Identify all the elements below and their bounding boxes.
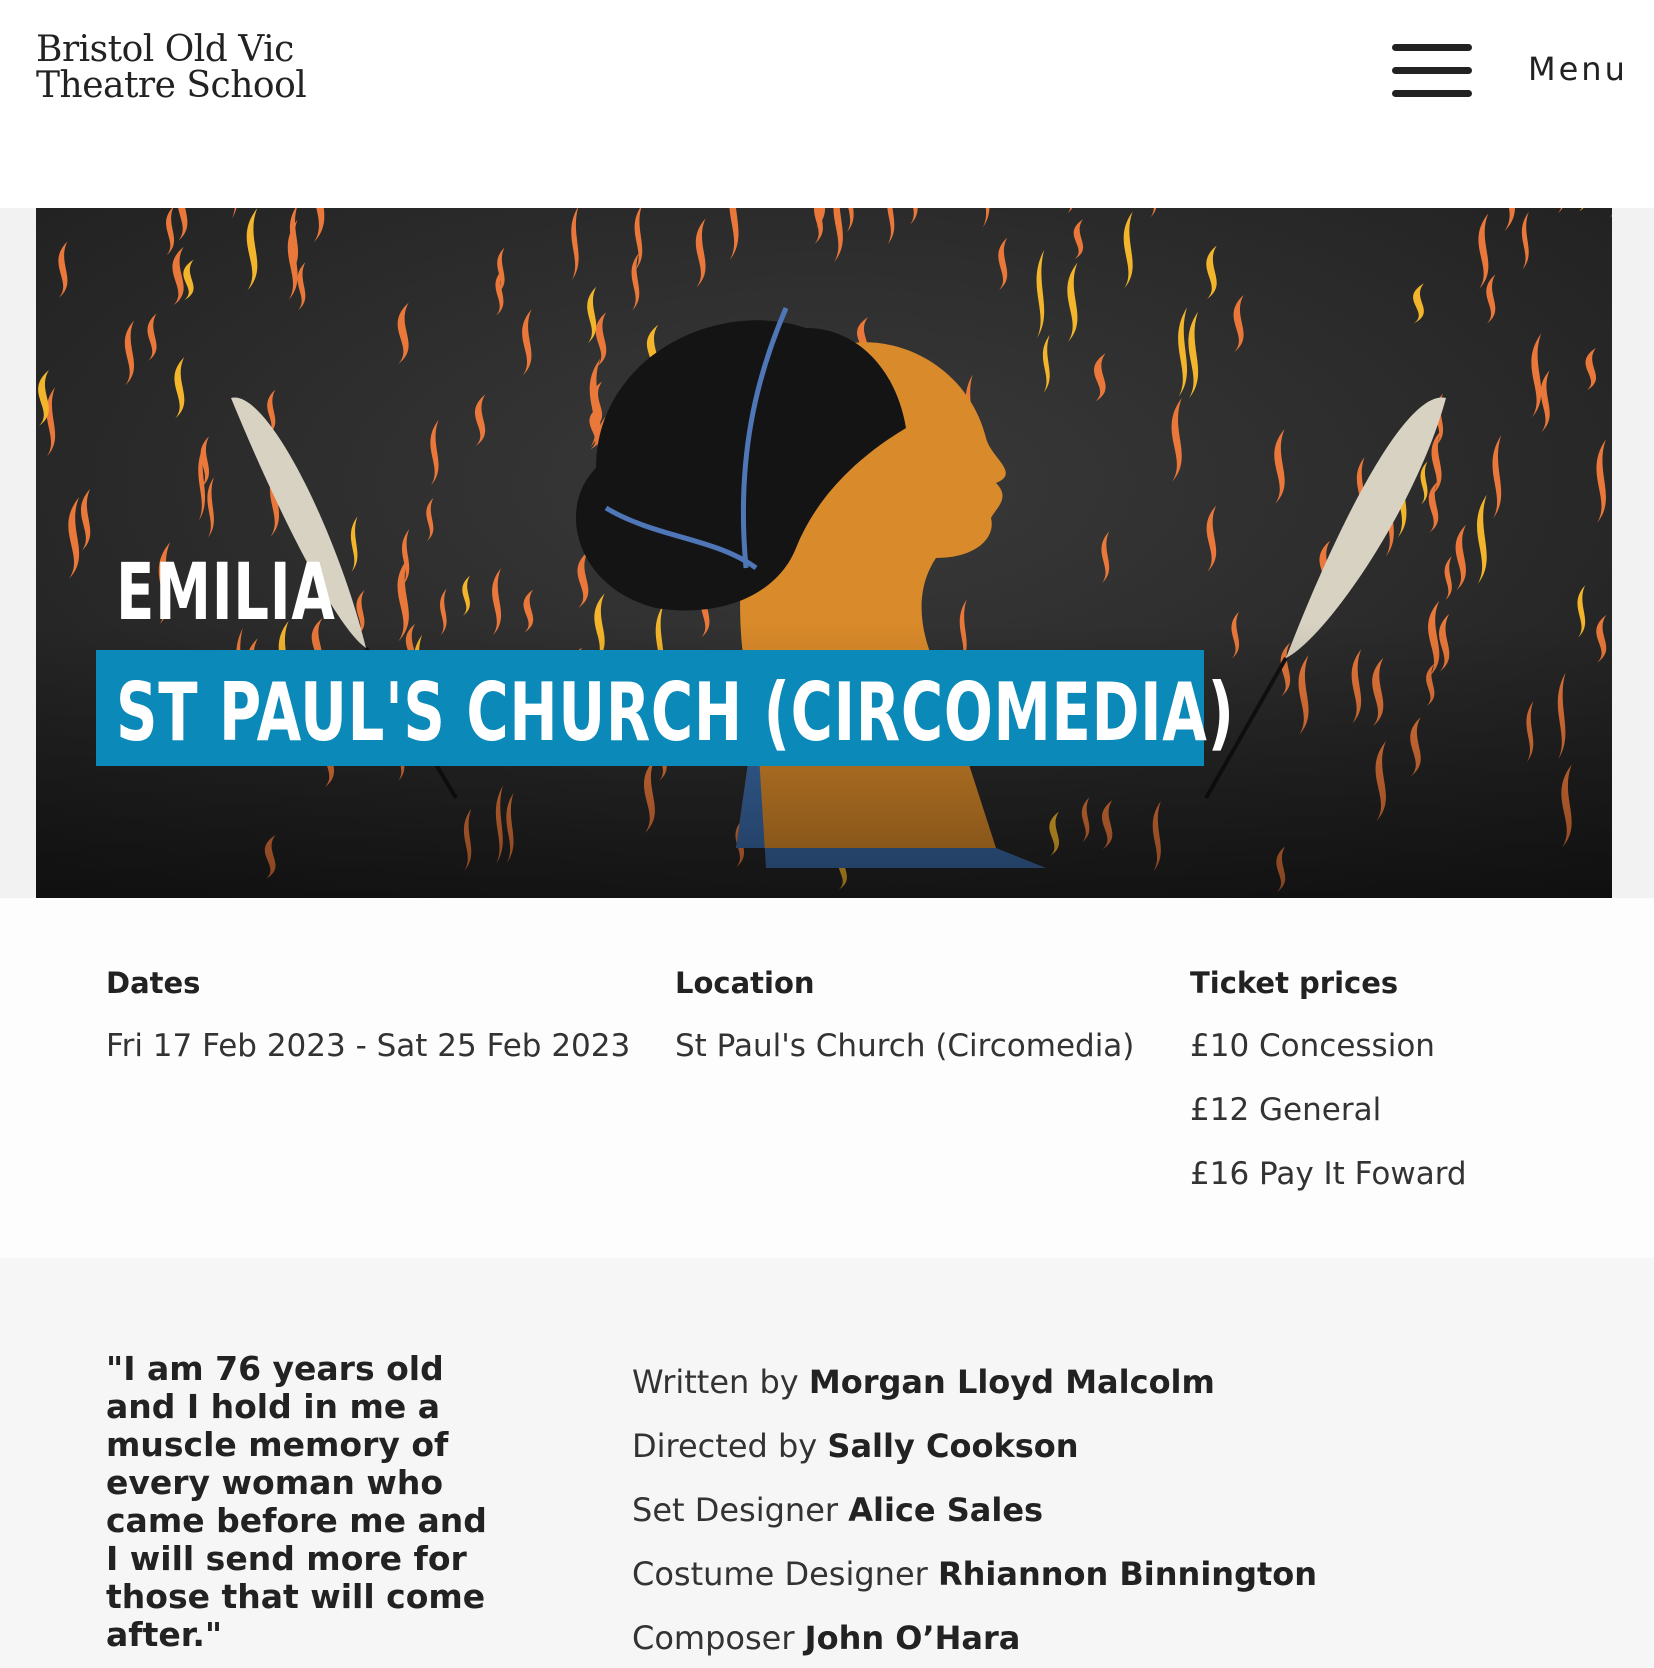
dates-block [106,966,630,1078]
credit-role: Set Designer [632,1491,839,1529]
hero-section [0,208,1654,898]
credit-name: Alice Sales [848,1491,1044,1529]
site-logo[interactable] [36,29,307,106]
credit-role: Composer [632,1619,795,1657]
venue-banner-text: ST PAUL'S CHURCH (CIRCOMEDIA) [116,666,1235,759]
credit-name: Sally Cookson [827,1427,1079,1465]
credit-role: Directed by [632,1427,818,1465]
credit-role: Written by [632,1363,799,1401]
ticket-prices-heading: Ticket prices [1190,966,1399,1000]
credit-list [632,1350,1317,1668]
ticket-price: £12 General [1190,1092,1382,1128]
event-title: EMILIA [116,548,336,638]
credit-role: Costume Designer [632,1555,928,1593]
credit-row [632,1414,1317,1478]
location-heading: Location [675,966,815,1000]
dates-heading: Dates [106,966,201,1000]
hero-image [36,208,1612,898]
location-block [675,966,1134,1078]
credit-name: Morgan Lloyd Malcolm [808,1363,1215,1401]
credits-section [0,1258,1654,1668]
venue-banner [96,650,1235,766]
credit-name: John O’Hara [804,1619,1021,1657]
location-value: St Paul's Church (Circomedia) [675,1028,1135,1064]
logo-line-2: Theatre School [36,65,307,106]
credit-name: Rhiannon Binnington [937,1555,1318,1593]
logo-line-1: Bristol Old Vic [36,29,294,70]
credit-row [632,1350,1317,1414]
hamburger-menu-icon[interactable] [1392,44,1472,104]
credit-row [632,1542,1317,1606]
ticket-prices-block [1190,966,1467,1206]
site-header [0,0,1654,208]
credit-row [632,1606,1317,1668]
dates-value: Fri 17 Feb 2023 - Sat 25 Feb 2023 [106,1028,631,1064]
event-info [0,898,1654,1258]
credit-row [632,1478,1317,1542]
ticket-price: £10 Concession [1190,1028,1435,1064]
ticket-price: £16 Pay It Foward [1190,1156,1467,1192]
pull-quote: "I am 76 years old and I hold in me a muscle memory of every woman who came before me and I will send more for those that will come after." [106,1349,487,1654]
menu-button[interactable]: Menu [1528,50,1628,88]
